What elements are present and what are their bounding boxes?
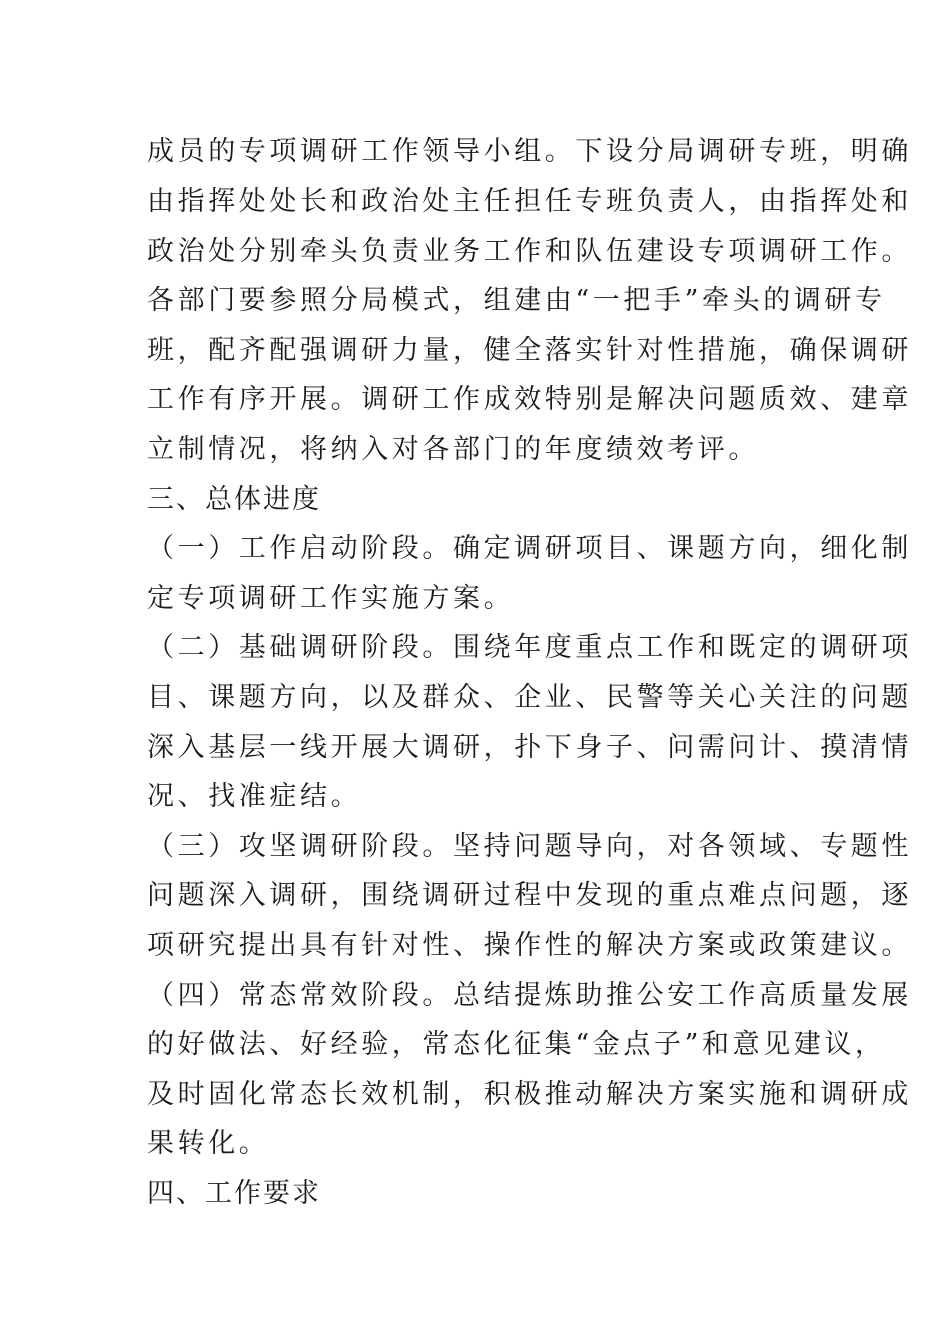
paragraph-line: （三）攻坚调研阶段。坚持问题导向，对各领域、专题性 <box>147 831 912 862</box>
paragraph-line: 况、找准症结。 <box>147 781 362 812</box>
paragraph-line: 班，配齐配强调研力量，健全落实针对性措施，确保调研 <box>147 335 912 366</box>
paragraph-line: 各部门要参照分局模式，组建由“一把手”牵头的调研专 <box>147 285 886 316</box>
paragraph-line: 目、课题方向，以及群众、企业、民警等关心关注的问题 <box>147 682 912 713</box>
paragraph-line: 果转化。 <box>147 1128 270 1159</box>
paragraph-line: （一）工作启动阶段。确定调研项目、课题方向，细化制 <box>147 533 912 564</box>
paragraph-line: 定专项调研工作实施方案。 <box>147 583 515 614</box>
paragraph-line: 深入基层一线开展大调研，扑下身子、问需问计、摸清情 <box>147 732 912 763</box>
section-heading: 四、工作要求 <box>147 1178 321 1209</box>
paragraph-line: 政治处分别牵头负责业务工作和队伍建设专项调研工作。 <box>147 236 912 267</box>
paragraph-line: （二）基础调研阶段。围绕年度重点工作和既定的调研项 <box>147 632 912 663</box>
paragraph-line: 立制情况，将纳入对各部门的年度绩效考评。 <box>147 434 759 465</box>
paragraph-line: （四）常态常效阶段。总结提炼助推公安工作高质量发展 <box>147 980 912 1011</box>
paragraph-line: 的好做法、好经验，常态化征集“金点子”和意见建议， <box>147 1029 886 1060</box>
paragraph-line: 及时固化常态长效机制，积极推动解决方案实施和调研成 <box>147 1079 912 1110</box>
paragraph-line: 问题深入调研，围绕调研过程中发现的重点难点问题，逐 <box>147 880 912 911</box>
paragraph-line: 工作有序开展。调研工作成效特别是解决问题质效、建章 <box>147 384 912 415</box>
paragraph-line: 成员的专项调研工作领导小组。下设分局调研专班，明确 <box>147 136 912 167</box>
section-heading: 三、总体进度 <box>147 484 321 515</box>
paragraph-line: 项研究提出具有针对性、操作性的解决方案或政策建议。 <box>147 930 912 961</box>
paragraph-line: 由指挥处处长和政治处主任担任专班负责人，由指挥处和 <box>147 186 912 217</box>
